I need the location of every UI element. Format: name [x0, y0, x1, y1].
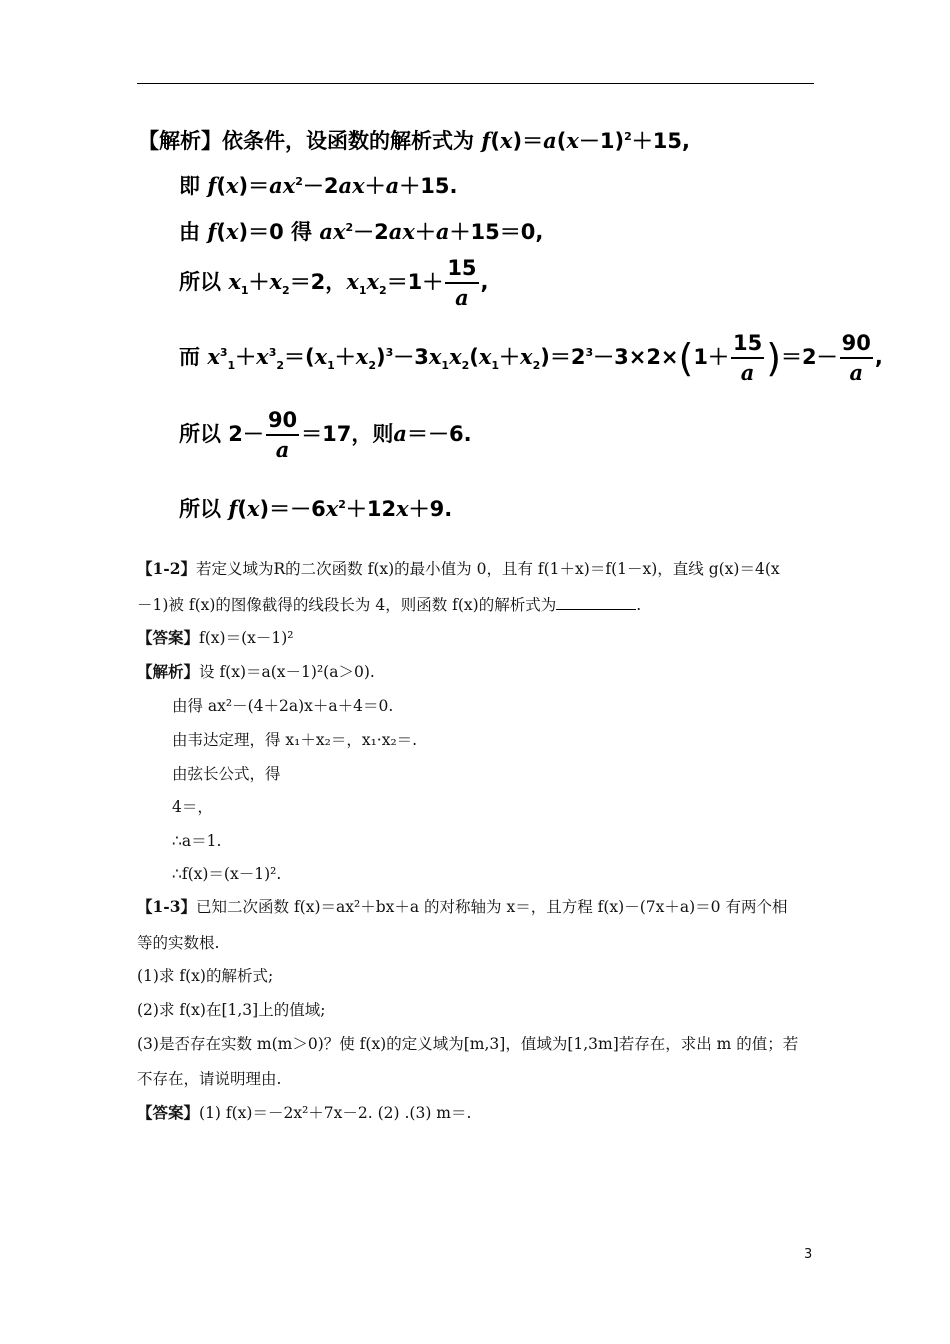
- problem-1-3-q3-line2: 不存在，请说明理由.: [137, 1070, 282, 1088]
- problem-1-3-q1: (1)求 f(x)的解析式;: [137, 967, 274, 985]
- analysis-step: ∴a＝1.: [172, 832, 222, 850]
- problem-1-3-q3-line1: (3)是否存在实数 m(m＞0)？使 f(x)的定义域为[m,3]，值域为[1,3m]若存在，求出 m 的值；若: [137, 1035, 799, 1053]
- problem-1-3-stem-line2: 等的实数根.: [137, 934, 220, 952]
- problem-1-2-stem-line2: －1)被 f(x)的图像截得的线段长为 4，则函数 f(x)的解析式为 .: [137, 596, 642, 614]
- solution-line-5: 而 $x^3_1+x^3_2=(x_1+x_2)^3-3x_1x_2(x_1+x_2)=2^3-3\times 2\times(1+$ $\frac{15}{a}$ )＝2－ $\frac{90}{a}$ ,: [179, 331, 883, 385]
- solution-line-2: 即 $f(x)=ax^2-2ax+a+15$.: [179, 173, 458, 198]
- solution-line-3: 由 f(x)＝0 得 $ax^2-2ax+a+15=0$,: [179, 219, 544, 244]
- solution-line-7: 所以 $f(x)=-6x^2+12x+9$.: [179, 496, 453, 521]
- analysis-step: 由韦达定理，得 x₁＋x₂＝，x₁·x₂＝.: [172, 731, 418, 749]
- solution-line-6: 所以 2－ $\frac{90}{a}$ ＝17，则a＝－6.: [179, 408, 472, 462]
- problem-1-3-q2: (2)求 f(x)在[1,3]上的值域;: [137, 1001, 326, 1019]
- analysis-step: 4＝，: [172, 798, 213, 816]
- analysis-step: ∴f(x)＝(x－1)².: [172, 865, 282, 883]
- problem-1-2-stem-line1: 【1-2】若定义域为R的二次函数 f(x)的最小值为 0，且有 f(1＋x)＝f(1－x)，直线 g(x)＝4(x: [137, 559, 780, 578]
- problem-1-2-answer: 【答案】f(x)＝(x－1)²: [137, 628, 294, 647]
- header-rule: [137, 83, 814, 84]
- problem-1-2-analysis: 【解析】设 f(x)＝a(x－1)²(a＞0).: [137, 662, 375, 681]
- answer-blank: [556, 595, 636, 610]
- problem-1-3-answer: 【答案】(1) f(x)＝－2x²＋7x－2. (2) .(3) m＝.: [137, 1103, 472, 1122]
- solution-line-1: 【解析】依条件，设函数的解析式为 $f(x)=a(x-1)^2+15$,: [138, 128, 690, 153]
- solution-line-4: 所以 $x_1+x_2=2$，$x_1x_2=1+$ $\frac{15}{a}$ ,: [179, 256, 489, 310]
- page-number: 3: [804, 1247, 813, 1262]
- analysis-step: 由弦长公式，得: [172, 765, 281, 783]
- problem-1-3-stem-line1: 【1-3】已知二次函数 f(x)＝ax²＋bx＋a 的对称轴为 x＝，且方程 f(x)－(7x＋a)＝0 有两个相: [137, 897, 788, 916]
- analysis-step: 由得 ax²－(4＋2a)x＋a＋4＝0.: [172, 697, 394, 715]
